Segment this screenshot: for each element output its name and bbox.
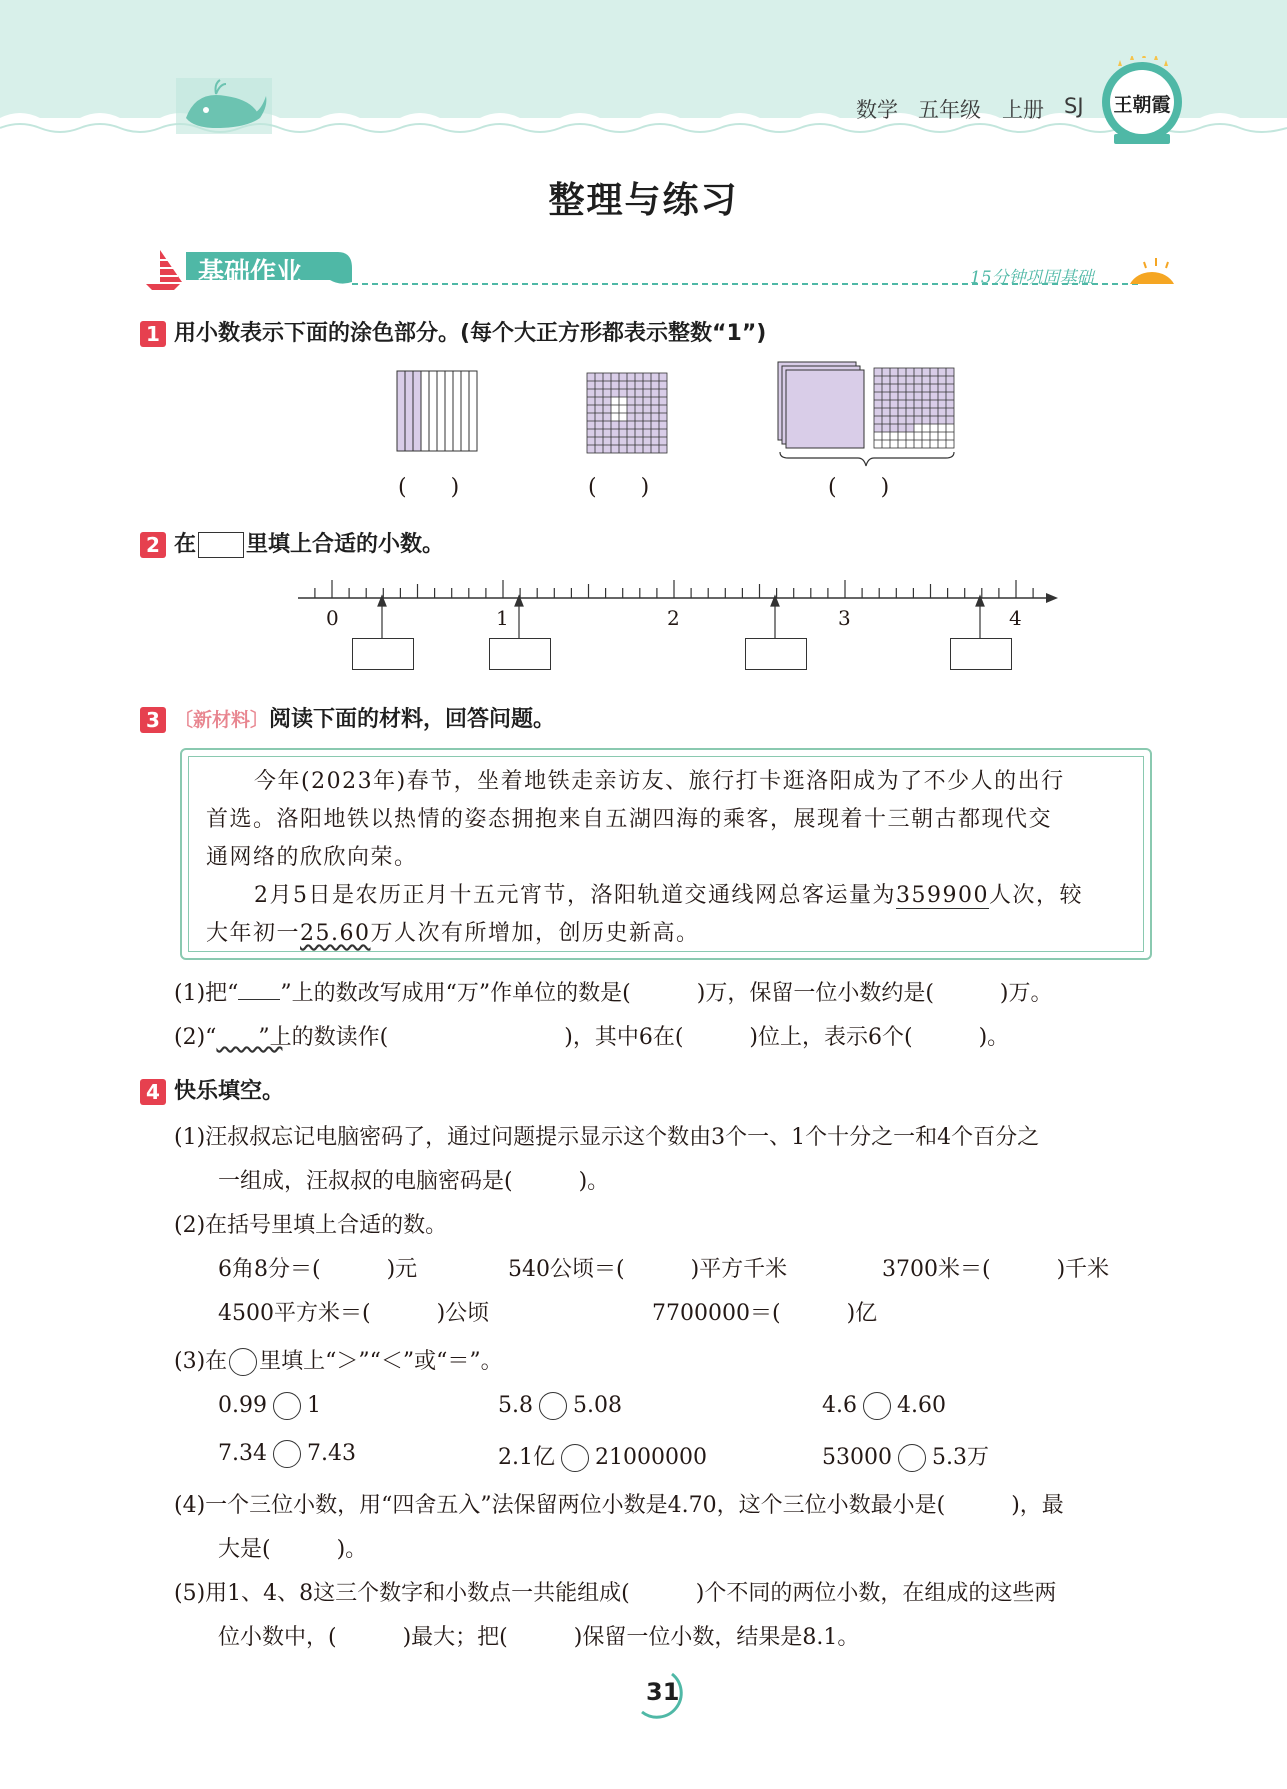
brand-logo bbox=[1100, 56, 1184, 146]
pair-6-circle[interactable] bbox=[898, 1444, 926, 1472]
material-line-5b: 万人次有所增加，创历史新高。 bbox=[370, 921, 700, 946]
q4-s3-title-a: (3)在 bbox=[174, 1349, 228, 1374]
q2-tick-0: 0 bbox=[326, 606, 339, 630]
q4-s3-pair-5 bbox=[498, 1440, 707, 1472]
material-line-1: 今年(2023年)春节，坐着地铁走亲访友、旅行打卡逛洛阳成为了不少人的出行 bbox=[254, 769, 1065, 794]
material-wavy-number: 25.60 bbox=[300, 921, 371, 946]
q2-tick-1: 1 bbox=[496, 606, 509, 630]
q1-paren-3[interactable]: ( ) bbox=[828, 475, 890, 500]
section-label: 基础作业 bbox=[198, 258, 303, 288]
pair-5-right: 21000000 bbox=[595, 1445, 707, 1470]
pair-3-left: 4.6 bbox=[822, 1393, 857, 1418]
q3-sub2-b: ”上的数读作( )，其中6在( )位上，表示6个( )。 bbox=[258, 1025, 1010, 1050]
q4-s1-line2: 一组成，汪叔叔的电脑密码是( )。 bbox=[218, 1169, 610, 1194]
q1-paren-2[interactable]: ( ) bbox=[588, 475, 650, 500]
material-line-5a: 大年初一 bbox=[206, 921, 301, 946]
q3-tag: 〔新材料〕 bbox=[174, 709, 270, 731]
q4-s3-pair-6 bbox=[822, 1440, 989, 1472]
q2-tick-4: 4 bbox=[1009, 606, 1022, 630]
q4-s3-title-circle bbox=[229, 1348, 257, 1376]
q4-s3-title-b: 里填上“＞”“＜”或“＝”。 bbox=[259, 1349, 503, 1374]
q1-paren-1[interactable]: ( ) bbox=[398, 475, 460, 500]
pair-5-circle[interactable] bbox=[561, 1444, 589, 1472]
material-line-2: 首选。洛阳地铁以热情的姿态拥抱来自五湖四海的乘客，展现着十三朝古都现代交 bbox=[206, 807, 1053, 832]
header-subject: 数学 bbox=[856, 98, 898, 122]
q1-figure-strips bbox=[396, 370, 478, 452]
q4-number: 4 bbox=[140, 1079, 166, 1105]
q2-text-before: 在 bbox=[174, 532, 197, 557]
pair-4-circle[interactable] bbox=[273, 1440, 301, 1468]
q1-text: 用小数表示下面的涂色部分。(每个大正方形都表示整数“1”) bbox=[174, 321, 767, 346]
q3-sub1-a: (1)把“ bbox=[174, 981, 239, 1006]
q1-prompt bbox=[140, 316, 766, 347]
q3-number: 3 bbox=[140, 707, 166, 733]
q3-sub2-a: (2)“ bbox=[174, 1025, 217, 1050]
q4-s3-pair-4 bbox=[218, 1440, 356, 1468]
q2-answer-box-4[interactable] bbox=[950, 638, 1012, 670]
q4-s2-item-1: 6角8分＝( )元 bbox=[218, 1257, 418, 1282]
page-title: 整理与练习 bbox=[548, 180, 739, 221]
q2-answer-box-2[interactable] bbox=[489, 638, 551, 670]
q4-prompt bbox=[140, 1074, 284, 1105]
page-number: 31 bbox=[646, 1678, 680, 1706]
q2-prompt bbox=[140, 527, 444, 558]
q4-s1-line1: (1)汪叔叔忘记电脑密码了，通过问题提示显示这个数由3个一、1个十分之一和4个百分之 bbox=[174, 1125, 1040, 1150]
pair-2-right: 5.08 bbox=[573, 1393, 622, 1418]
pair-1-right: 1 bbox=[306, 1393, 321, 1418]
q4-s4-line2: 大是( )。 bbox=[218, 1537, 368, 1562]
header-volume: 上册 bbox=[1002, 98, 1044, 122]
q2-text-after: 里填上合适的小数。 bbox=[246, 532, 445, 557]
pair-4-right: 7.43 bbox=[306, 1441, 356, 1466]
q1-number: 1 bbox=[140, 321, 166, 347]
q2-tick-3: 3 bbox=[838, 606, 851, 630]
pair-5-left: 2.1亿 bbox=[498, 1445, 555, 1470]
q4-s3-pair-1 bbox=[218, 1392, 321, 1420]
pair-1-left: 0.99 bbox=[218, 1393, 267, 1418]
q1-figure-grid bbox=[586, 372, 668, 454]
q2-answer-box-1[interactable] bbox=[352, 638, 414, 670]
q3-sub1 bbox=[174, 976, 1053, 1007]
q4-s5-line2: 位小数中，( )最大；把( )保留一位小数，结果是8.1。 bbox=[218, 1625, 860, 1650]
pair-2-left: 5.8 bbox=[498, 1393, 533, 1418]
pair-6-right: 5.3万 bbox=[932, 1445, 989, 1470]
q4-s4-line1: (4)一个三位小数，用“四舍五入”法保留两位小数是4.70，这个三位小数最小是( )，最 bbox=[174, 1493, 1064, 1518]
material-line-4a: 2月5日是农历正月十五元宵节，洛阳轨道交通线网总客运量为 bbox=[254, 883, 896, 908]
q4-s2-item-5: 7700000＝( )亿 bbox=[652, 1301, 878, 1326]
pair-3-circle[interactable] bbox=[863, 1392, 891, 1420]
q2-inline-box bbox=[198, 532, 244, 558]
material-line-3: 通网络的欣欣向荣。 bbox=[206, 845, 418, 870]
pair-6-left: 53000 bbox=[822, 1445, 892, 1470]
material-line-4b: 人次，较 bbox=[988, 883, 1083, 908]
q3-sub1-underline bbox=[238, 981, 280, 1000]
pair-3-right: 4.60 bbox=[897, 1393, 946, 1418]
pair-2-circle[interactable] bbox=[539, 1392, 567, 1420]
material-underlined-number: 359900 bbox=[896, 883, 989, 908]
q4-s5-line1: (5)用1、4、8这三个数字和小数点一共能组成( )个不同的两位小数，在组成的这些两 bbox=[174, 1581, 1057, 1606]
material-line-5 bbox=[206, 916, 700, 947]
q4-text: 快乐填空。 bbox=[174, 1079, 285, 1104]
q4-s3-title bbox=[174, 1344, 503, 1376]
q2-number: 2 bbox=[140, 532, 166, 558]
q3-sub2 bbox=[174, 1020, 1009, 1051]
q3-text: 阅读下面的材料，回答问题。 bbox=[269, 707, 556, 732]
section-note: 15分钟巩固基础 bbox=[970, 268, 1094, 288]
q4-s2-item-3: 3700米＝( )千米 bbox=[882, 1257, 1110, 1282]
pair-1-circle[interactable] bbox=[273, 1392, 301, 1420]
q4-s3-pair-3 bbox=[822, 1392, 946, 1420]
q3-prompt bbox=[140, 702, 555, 733]
q4-s3-pair-2 bbox=[498, 1392, 622, 1420]
header-edition: SJ bbox=[1064, 94, 1084, 118]
q1-figure-mixed bbox=[776, 360, 958, 470]
q4-s2-title: (2)在括号里填上合适的数。 bbox=[174, 1213, 448, 1238]
header-grade: 五年级 bbox=[918, 98, 981, 122]
whale-icon bbox=[176, 78, 272, 134]
q3-sub2-wavy bbox=[216, 1020, 258, 1038]
q4-s2-item-2: 540公顷＝( )平方千米 bbox=[508, 1257, 788, 1282]
q2-answer-box-3[interactable] bbox=[745, 638, 807, 670]
q4-s2-item-4: 4500平方米＝( )公顷 bbox=[218, 1301, 490, 1326]
material-line-4 bbox=[254, 878, 1083, 909]
brand-name: 王朝霞 bbox=[1113, 94, 1171, 116]
q2-tick-2: 2 bbox=[667, 606, 680, 630]
q3-sub1-b: ”上的数改写成用“万”作单位的数是( )万，保留一位小数约是( )万。 bbox=[280, 981, 1053, 1006]
q3-material-box bbox=[180, 748, 1152, 960]
pair-4-left: 7.34 bbox=[218, 1441, 267, 1466]
